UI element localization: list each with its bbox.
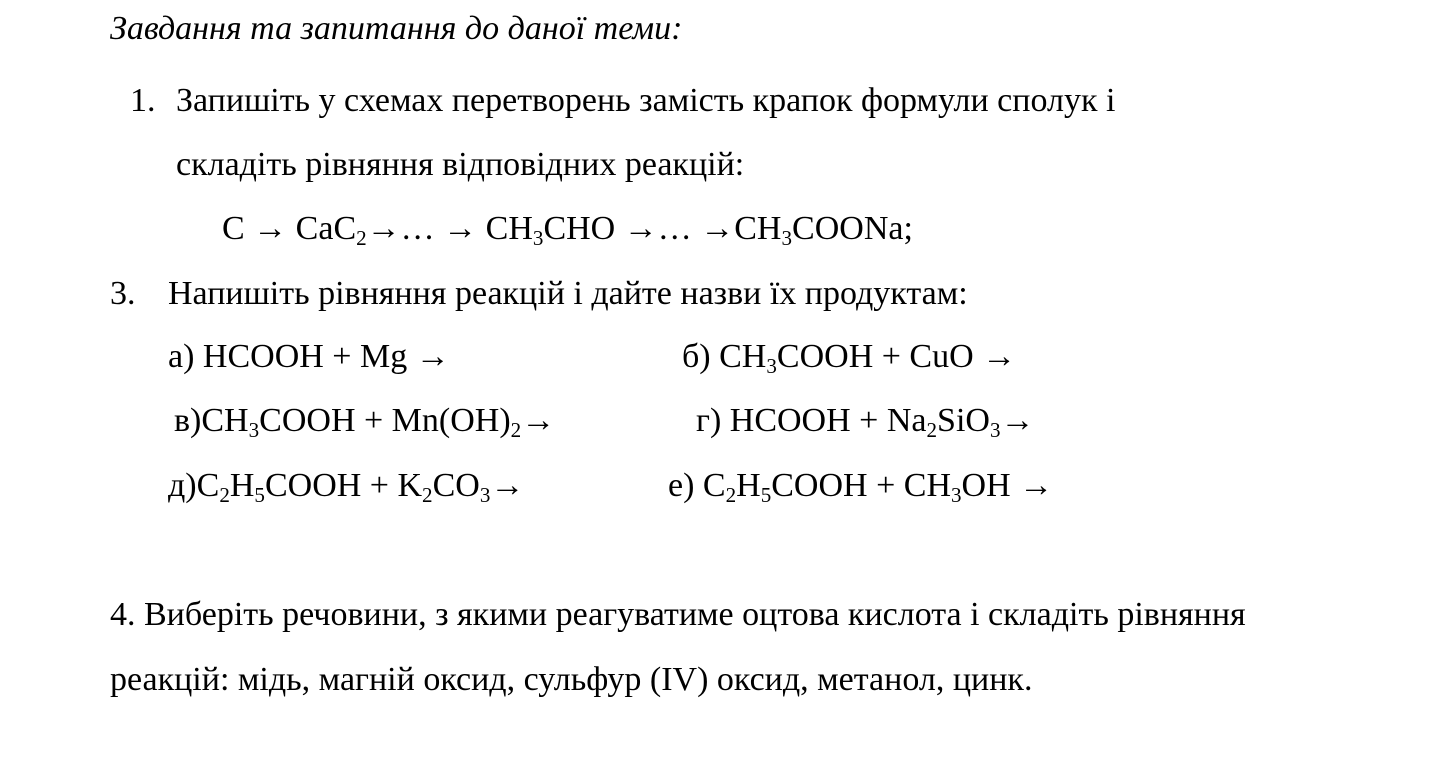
task-3-number: 3. — [110, 275, 136, 312]
subscript: 3 — [989, 417, 1001, 442]
subscript: 5 — [254, 482, 265, 507]
reaction-part: б) CH — [682, 338, 767, 375]
subscript: 2 — [356, 225, 367, 250]
reaction-part: в)CH — [174, 402, 249, 439]
reaction-part: → — [1000, 402, 1035, 439]
reaction-d — [168, 467, 525, 507]
reaction-g — [696, 402, 1035, 442]
scheme-part: COONa; — [792, 210, 913, 247]
reaction-part: COOH + Mn(OH) — [259, 402, 511, 439]
subscript: 3 — [951, 482, 962, 507]
task-1-text-line-2: складіть рівняння відповідних реакцій: — [176, 146, 745, 183]
subscript: 3 — [766, 353, 777, 378]
reaction-part: H — [736, 467, 761, 504]
reaction-part: COOH + CH — [771, 467, 951, 504]
task-3-text: Напишіть рівняння реакцій і дайте назви їх продуктам: — [168, 275, 968, 312]
task-1-scheme — [222, 210, 913, 250]
reaction-part: COOH + CuO → — [776, 338, 1017, 375]
subscript: 2 — [510, 417, 522, 442]
reaction-part: → — [521, 402, 556, 439]
reaction-part: а) HCOOH + Mg → — [168, 338, 450, 375]
subscript: 3 — [248, 417, 260, 442]
subscript: 3 — [479, 482, 491, 507]
reaction-part: CO — [432, 467, 480, 504]
subscript: 2 — [219, 482, 230, 507]
task-1-number: 1. — [130, 82, 156, 119]
subscript: 3 — [532, 225, 544, 250]
subscript: 2 — [422, 482, 433, 507]
reaction-part: д)C — [168, 467, 220, 504]
reaction-a — [168, 340, 450, 374]
reaction-v — [174, 402, 556, 442]
reaction-e — [668, 467, 1054, 507]
reaction-part: е) C — [668, 467, 726, 504]
task-1-text-line-1: Запишіть у схемах перетворень замість крапок формули сполук і — [176, 82, 1116, 119]
subscript: 3 — [781, 225, 793, 250]
reaction-part: г) HCOOH + Na — [696, 402, 927, 439]
section-heading: Завдання та запитання до даної теми: — [110, 10, 683, 47]
task-4-text-line-1: 4. Виберіть речовини, з якими реагуватиме оцтова кислота і складіть рівняння — [110, 596, 1246, 633]
reaction-part: → — [490, 467, 525, 504]
scheme-part: C → CaC — [222, 210, 357, 247]
subscript: 5 — [760, 482, 772, 507]
scheme-part: CHO →… →CH — [543, 210, 782, 247]
reaction-part: SiO — [937, 402, 990, 439]
task-4-text-line-2: реакцій: мідь, магній оксид, сульфур (IV) оксид, метанол, цинк. — [110, 661, 1033, 698]
reaction-part: H — [229, 467, 255, 504]
reaction-part: OH → — [961, 467, 1054, 504]
subscript: 2 — [725, 482, 737, 507]
reaction-b — [682, 338, 1017, 378]
scheme-part: →… → CH — [366, 210, 533, 247]
subscript: 2 — [926, 417, 938, 442]
reaction-part: COOH + K — [264, 467, 423, 504]
